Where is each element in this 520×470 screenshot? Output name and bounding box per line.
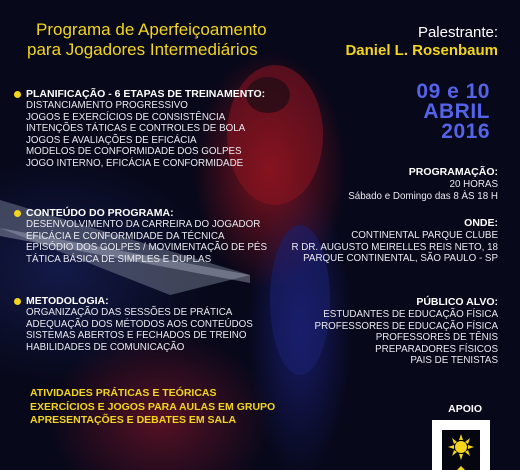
onde-list	[291, 230, 498, 265]
section-title-onde: ONDE:	[464, 217, 498, 229]
sponsor-logo	[432, 420, 490, 470]
date-year: 2016	[441, 120, 490, 143]
list-item: INTENÇÕES TÁTICAS E CONTROLES DE BOLA	[26, 123, 246, 134]
sponsor-logo-mark	[442, 430, 480, 470]
list-item: DISTANCIAMENTO PROGRESSIVO	[26, 100, 188, 111]
footer-line: EXERCÍCIOS E JOGOS PARA AULAS EM GRUPO	[30, 400, 276, 413]
planificacao-list	[26, 100, 245, 169]
list-item: R DR. AUGUSTO MEIRELLES REIS NETO, 18	[291, 241, 498, 253]
list-item: EPISÓDIO DOS GOLPES / MOVIMENTAÇÃO DE PÉS	[26, 242, 267, 253]
speaker-label: Palestrante:	[417, 24, 498, 41]
list-item: Sábado e Domingo das 8 ÀS 18 H	[348, 190, 498, 202]
footer-line: ATIVIDADES PRÁTICAS E TEÓRICAS	[30, 387, 217, 399]
list-item: EFICÁCIA E CONFORMIDADE DA TÉCNICA	[26, 230, 225, 242]
program-title-line1: Programa de Aperfeiçoamento	[36, 20, 267, 39]
section-title-programacao: PROGRAMAÇÃO:	[408, 166, 498, 178]
list-item: ESTUDANTES DE EDUCAÇÃO FÍSICA	[323, 309, 498, 320]
publico-alvo-list	[315, 309, 498, 367]
section-title-planificacao: PLANIFICAÇÃO - 6 ETAPAS DE TREINAMENTO:	[26, 88, 266, 100]
sun-icon	[442, 430, 480, 470]
list-item: JOGOS E EXERCÍCIOS DE CONSISTÊNCIA	[26, 111, 226, 123]
program-title-line2: para Jogadores Intermediários	[27, 40, 258, 59]
list-item: JOGOS E AVALIAÇÕES DE EFICÁCIA	[26, 134, 197, 146]
list-item: PREPARADORES FÍSICOS	[375, 343, 498, 355]
list-item: PROFESSORES DE TÊNIS	[375, 332, 498, 343]
footer-line: APRESENTAÇÕES E DEBATES EM SALA	[30, 414, 237, 426]
list-item: PARQUE CONTINENTAL, SÃO PAULO - SP	[303, 253, 498, 264]
list-item: 20 HORAS	[449, 179, 498, 190]
date-month: ABRIL	[423, 100, 490, 123]
bullet-dot	[14, 298, 21, 305]
list-item: SISTEMAS ABERTOS E FECHADOS DE TREINO	[26, 330, 247, 341]
list-item: HABILIDADES DE COMUNICAÇÃO	[26, 341, 185, 353]
date-days: 09 e 10	[416, 80, 490, 103]
section-title-metodologia: METODOLOGIA:	[26, 295, 109, 307]
list-item: MODELOS DE CONFORMIDADE DOS GOLPES	[26, 146, 242, 157]
section-title-conteudo: CONTEÚDO DO PROGRAMA:	[26, 207, 174, 219]
list-item: CONTINENTAL PARQUE CLUBE	[351, 230, 498, 241]
list-item: DESENVOLVIMENTO DA CARREIRA DO JOGADOR	[26, 219, 261, 230]
list-item: PROFESSORES DE EDUCAÇÃO FÍSICA	[314, 320, 498, 332]
sponsor-label: APOIO	[448, 403, 482, 415]
bullet-dot	[14, 91, 21, 98]
list-item: ADEQUAÇÃO DOS MÉTODOS AOS CONTEÚDOS	[26, 318, 253, 330]
programacao-list	[348, 179, 498, 202]
section-title-publico-alvo: PÚBLICO ALVO:	[416, 296, 498, 308]
metodologia-list	[26, 307, 253, 353]
list-item: PAIS DE TENISTAS	[410, 355, 498, 366]
event-date	[416, 82, 490, 142]
bullet-dot	[14, 210, 21, 217]
list-item: JOGO INTERNO, EFICÁCIA E CONFORMIDADE	[26, 157, 244, 169]
activities-footer	[30, 387, 275, 428]
list-item: TÁTICA BÁSICA DE SIMPLES E DUPLAS	[26, 253, 212, 265]
speaker-name: Daniel L. Rosenbaum	[345, 42, 498, 59]
conteudo-list	[26, 219, 267, 265]
list-item: ORGANIZAÇÃO DAS SESSÕES DE PRÁTICA	[26, 307, 233, 318]
